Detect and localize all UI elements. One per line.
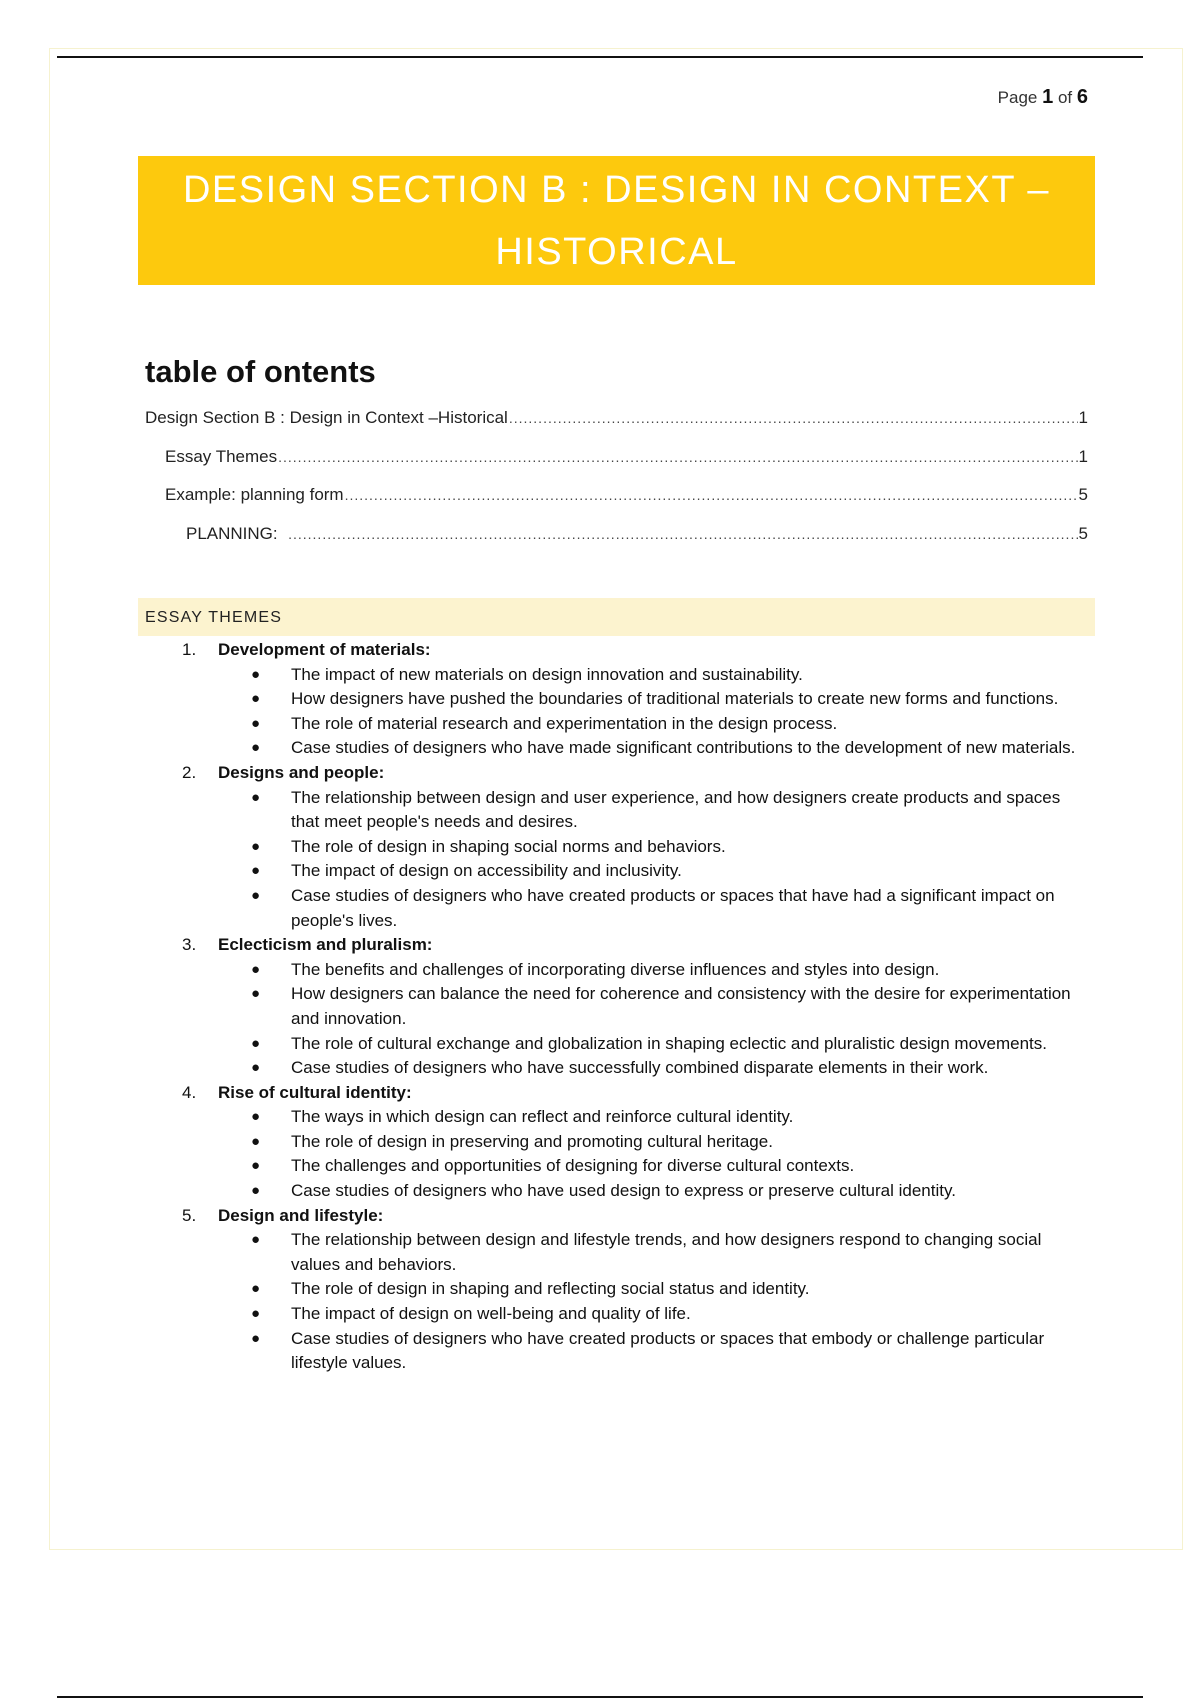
theme-bullet [138, 884, 1098, 933]
theme-bullet [138, 859, 1098, 884]
theme-number: 3. [182, 935, 197, 955]
theme-bullet [138, 1130, 1098, 1155]
toc-leader [278, 449, 1077, 465]
footer-rule [57, 1696, 1143, 1698]
theme-bullet-text: The impact of design on accessibility and inclusivity. [291, 861, 682, 881]
theme-bullet-text: The role of design in shaping social norms and behaviors. [291, 836, 726, 856]
theme-bullet [138, 1032, 1098, 1057]
theme-item [138, 761, 1098, 933]
theme-number: 4. [182, 1082, 197, 1102]
toc-entry[interactable] [145, 524, 1088, 563]
bullet-icon: ● [251, 739, 261, 757]
theme-title-text: Design and lifestyle: [218, 1205, 384, 1225]
toc-entry-text: Example: planning form [165, 485, 344, 504]
theme-bullet-text: The ways in which design can reflect and reinforce cultural identity. [291, 1107, 794, 1127]
bullet-icon: ● [251, 1108, 261, 1126]
theme-item [138, 1081, 1098, 1204]
essay-themes-list [138, 638, 1098, 1376]
theme-bullet [138, 786, 1098, 835]
toc-leader [288, 526, 1077, 542]
bullet-icon: ● [251, 1034, 261, 1052]
theme-title-text: Rise of cultural identity: [218, 1082, 412, 1102]
toc-entry-text: PLANNING: [186, 523, 288, 543]
theme-bullet-text: The role of cultural exchange and globalization in shaping eclectic and pluralistic design movements. [291, 1033, 1047, 1053]
theme-bullet-text: Case studies of designers who have used design to express or preserve cultural identity. [291, 1181, 956, 1201]
theme-bullet [138, 663, 1098, 688]
theme-bullet [138, 1228, 1098, 1277]
bullet-icon: ● [251, 1305, 261, 1323]
bullet-icon: ● [251, 1182, 261, 1200]
page-of: of [1057, 88, 1073, 107]
theme-bullet [138, 1179, 1098, 1204]
theme-bullet-text: Case studies of designers who have created products or spaces that embody or challenge particular lifestyle values. [291, 1328, 1045, 1373]
theme-item [138, 638, 1098, 761]
theme-title-text: Eclecticism and pluralism: [218, 935, 433, 955]
bullet-icon: ● [251, 665, 261, 683]
toc-entry[interactable] [145, 447, 1088, 486]
bullet-icon: ● [251, 1329, 261, 1347]
toc-leader [345, 487, 1078, 503]
theme-item [138, 933, 1098, 1081]
toc-entry-page: 5 [1078, 485, 1088, 504]
theme-number: 2. [182, 762, 197, 782]
theme-title [138, 933, 1098, 958]
bullet-icon: ● [251, 837, 261, 855]
theme-number: 1. [182, 640, 197, 659]
document-title [138, 156, 1095, 285]
page-number [998, 86, 1088, 109]
theme-bullet-text: The benefits and challenges of incorporating diverse influences and styles into design. [291, 959, 940, 979]
title-line-2: HISTORICAL [495, 231, 738, 273]
theme-title [138, 638, 1098, 663]
bullet-icon: ● [251, 1280, 261, 1298]
bullet-icon: ● [251, 862, 261, 880]
bullet-icon: ● [251, 714, 261, 732]
theme-bullet-text: The role of design in preserving and promoting cultural heritage. [291, 1131, 773, 1151]
theme-bullet [138, 712, 1098, 737]
toc-entry-text: Design Section B : Design in Context –Historical [145, 408, 508, 427]
bullet-icon: ● [251, 788, 261, 806]
toc-heading: table of ontents [145, 354, 376, 389]
bullet-icon: ● [251, 690, 261, 708]
theme-bullet [138, 835, 1098, 860]
bullet-icon: ● [251, 1231, 261, 1249]
theme-bullet-text: How designers have pushed the boundaries of traditional materials to create new forms and functions. [291, 689, 1059, 709]
theme-title [138, 761, 1098, 786]
page-total: 6 [1076, 86, 1088, 108]
theme-bullet-text: The impact of new materials on design innovation and sustainability. [291, 664, 803, 684]
toc-entry-page: 1 [1078, 408, 1088, 427]
bullet-icon: ● [251, 985, 261, 1003]
theme-bullet-text: The role of material research and experimentation in the design process. [291, 713, 838, 733]
theme-number: 5. [182, 1205, 197, 1225]
theme-bullet [138, 1302, 1098, 1327]
theme-bullet [138, 1105, 1098, 1130]
theme-bullet [138, 736, 1098, 761]
title-line-1: DESIGN SECTION B : DESIGN IN CONTEXT – [182, 169, 1051, 211]
theme-bullet [138, 958, 1098, 983]
toc-entry[interactable] [145, 485, 1088, 524]
theme-bullet [138, 1327, 1098, 1376]
toc-entry-text: Essay Themes [165, 446, 278, 466]
theme-bullet [138, 687, 1098, 712]
toc-entry-page: 5 [1078, 523, 1088, 543]
toc-entry-page: 1 [1078, 446, 1088, 466]
toc-leader [509, 410, 1078, 426]
theme-title-text: Development of materials: [218, 640, 431, 659]
page-label: Page [997, 88, 1038, 107]
theme-title [138, 1081, 1098, 1106]
theme-bullet-text: The role of design in shaping and reflecting social status and identity. [291, 1279, 810, 1299]
theme-item [138, 1204, 1098, 1376]
theme-title [138, 1204, 1098, 1229]
theme-bullet-text: The challenges and opportunities of designing for diverse cultural contexts. [291, 1156, 855, 1176]
bullet-icon: ● [251, 1157, 261, 1175]
theme-bullet-text: Case studies of designers who have made significant contributions to the development of new materials. [291, 738, 1076, 758]
theme-bullet [138, 1277, 1098, 1302]
bullet-icon: ● [251, 1132, 261, 1150]
theme-title-text: Designs and people: [218, 762, 385, 782]
bullet-icon: ● [251, 1059, 261, 1077]
theme-bullet-text: The relationship between design and lifestyle trends, and how designers respond to changing social values and behaviors. [291, 1230, 1042, 1274]
section-heading-essay-themes: ESSAY THEMES [138, 598, 1095, 636]
theme-bullet [138, 1154, 1098, 1179]
toc-entry[interactable] [145, 408, 1088, 447]
bullet-icon: ● [251, 886, 261, 904]
theme-bullet-text: Case studies of designers who have created products or spaces that have had a significant impact on people's lives. [291, 885, 1055, 930]
theme-bullet [138, 1056, 1098, 1081]
theme-bullet-text: The relationship between design and user experience, and how designers create products and spaces that meet people's needs and desires. [291, 787, 1061, 832]
bullet-icon: ● [251, 960, 261, 978]
page-current: 1 [1042, 86, 1054, 108]
theme-bullet-text: The impact of design on well-being and quality of life. [291, 1304, 691, 1324]
theme-bullet [138, 982, 1098, 1031]
theme-bullet-text: Case studies of designers who have successfully combined disparate elements in their work. [291, 1058, 989, 1078]
theme-bullet-text: How designers can balance the need for coherence and consistency with the desire for experimentation and innovation. [291, 984, 1071, 1028]
table-of-contents [145, 408, 1088, 562]
